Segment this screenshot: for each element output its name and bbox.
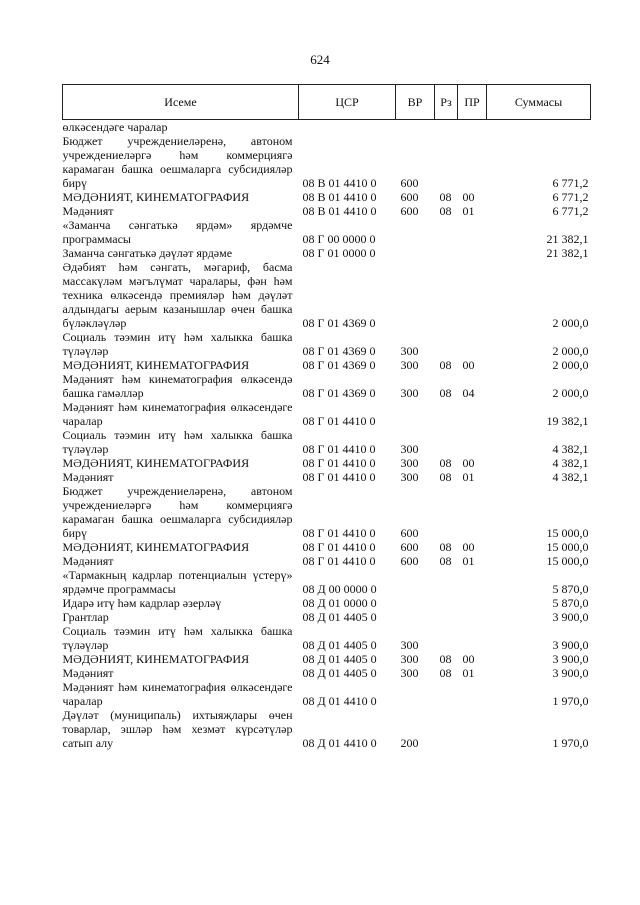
row-pr	[458, 330, 487, 358]
row-rz: 08	[439, 470, 452, 484]
table-row	[63, 428, 591, 456]
row-vr	[396, 246, 435, 260]
row-name: МӘДӘНИЯТ, КИНЕМАТОГРАФИЯ	[62, 652, 250, 666]
row-sum: 21 382,1	[546, 246, 589, 260]
row-csr: 08 Д 01 0000 0	[302, 596, 377, 610]
row-csr: 08 Д 01 4405 0	[302, 666, 377, 680]
row-pr	[458, 568, 487, 596]
table-row	[63, 330, 591, 358]
row-sum: 4 382,1	[552, 442, 589, 456]
row-csr: 08 Г 01 4369 0	[302, 386, 376, 400]
row-rz	[435, 708, 458, 750]
row-sum: 19 382,1	[546, 414, 589, 428]
header-csr: ЦСР	[299, 85, 396, 120]
table-row	[63, 372, 591, 400]
row-vr: 600	[400, 526, 419, 540]
row-csr: 08 Г 01 4410 0	[302, 540, 376, 554]
row-sum: 3 900,0	[552, 666, 589, 680]
row-pr: 00	[462, 540, 475, 554]
row-pr	[458, 246, 487, 260]
row-pr: 04	[462, 386, 475, 400]
row-sum: 3 900,0	[552, 638, 589, 652]
table-row	[63, 400, 591, 428]
row-rz	[435, 246, 458, 260]
row-pr	[458, 680, 487, 708]
row-rz: 08	[439, 456, 452, 470]
row-name: МӘДӘНИЯТ, КИНЕМАТОГРАФИЯ	[62, 456, 250, 470]
row-vr: 300	[400, 652, 419, 666]
row-vr	[396, 568, 435, 596]
row-name: Бюджет учреждениеләренә, автоном учреждениеләргә һәм коммерциягә карамаган башка оешмаларга субсидияләр бирү	[62, 484, 293, 540]
row-sum: 4 382,1	[552, 456, 589, 470]
row-sum: 21 382,1	[546, 232, 589, 246]
header-sum: Суммасы	[487, 85, 591, 120]
row-sum: 6 771,2	[552, 190, 589, 204]
row-name: Мәдәният һәм кинематография өлкәсендә башка гамәлләр	[62, 372, 293, 400]
row-vr: 300	[400, 442, 419, 456]
row-csr: 08 Д 01 4410 0	[302, 736, 377, 750]
row-vr: 600	[400, 554, 419, 568]
row-csr	[299, 120, 396, 135]
row-sum: 1 970,0	[552, 736, 589, 750]
table-row	[63, 708, 591, 750]
row-name: Мәдәният	[62, 666, 114, 680]
row-rz	[435, 596, 458, 610]
row-name: МӘДӘНИЯТ, КИНЕМАТОГРАФИЯ	[62, 540, 250, 554]
row-pr: 01	[462, 470, 475, 484]
row-csr: 08 Г 01 4369 0	[302, 344, 376, 358]
row-pr: 01	[462, 554, 475, 568]
row-vr: 300	[400, 344, 419, 358]
row-rz	[435, 568, 458, 596]
row-vr: 600	[400, 176, 419, 190]
row-rz	[435, 428, 458, 456]
row-vr: 300	[400, 386, 419, 400]
row-rz	[435, 680, 458, 708]
row-rz	[435, 400, 458, 428]
row-csr: 08 В 01 4410 0	[302, 204, 377, 218]
table-row	[63, 652, 591, 666]
table-row	[63, 554, 591, 568]
row-csr: 08 Г 01 4410 0	[302, 442, 376, 456]
row-name: Әдәбият һәм сәнгать, мәгариф, басма массакүләм мәгълүмат чаралары, фән һәм техника өлкәсендә премияләр һәм дәүләт алдындагы аерым казанышлар өчен башка бүләкләүләр	[62, 260, 293, 330]
row-sum	[487, 120, 591, 135]
table-row	[63, 456, 591, 470]
row-csr: 08 Г 01 4410 0	[302, 414, 376, 428]
row-pr: 00	[462, 652, 475, 666]
row-pr	[458, 428, 487, 456]
row-vr: 300	[400, 666, 419, 680]
row-vr: 300	[400, 358, 419, 372]
row-sum: 15 000,0	[546, 540, 589, 554]
row-vr	[396, 218, 435, 246]
row-csr: 08 Г 01 4410 0	[302, 470, 376, 484]
row-vr: 600	[400, 540, 419, 554]
row-name: «Заманча сәнгатькә ярдәм» ярдәмче программасы	[62, 218, 293, 246]
row-sum: 2 000,0	[552, 358, 589, 372]
row-rz: 08	[439, 204, 452, 218]
row-name: МӘДӘНИЯТ, КИНЕМАТОГРАФИЯ	[62, 190, 250, 204]
row-vr	[396, 260, 435, 330]
row-vr: 300	[400, 456, 419, 470]
row-rz	[435, 484, 458, 540]
page-number: 624	[310, 52, 330, 67]
table-row	[63, 358, 591, 372]
row-vr: 300	[400, 638, 419, 652]
row-csr: 08 В 01 4410 0	[302, 176, 377, 190]
row-sum: 2 000,0	[552, 386, 589, 400]
row-pr: 00	[462, 456, 475, 470]
row-vr	[396, 680, 435, 708]
table-header	[63, 85, 591, 120]
row-sum: 2 000,0	[552, 344, 589, 358]
row-name: өлкәсендәге чаралар	[62, 120, 168, 134]
row-csr: 08 Г 01 4369 0	[302, 316, 376, 330]
row-csr: 08 Г 01 0000 0	[302, 246, 376, 260]
row-name: Идарә итү һәм кадрлар әзерләү	[62, 596, 222, 610]
row-csr: 08 Д 00 0000 0	[302, 582, 377, 596]
row-name: Мәдәният	[62, 554, 114, 568]
row-rz	[435, 330, 458, 358]
header-rz: Рз	[435, 85, 458, 120]
row-sum: 5 870,0	[552, 596, 589, 610]
row-name: «Тармакның кадрлар потенциалын үстерү» ярдәмче программасы	[62, 568, 293, 596]
row-vr: 600	[400, 190, 419, 204]
header-vr: ВР	[396, 85, 435, 120]
row-name: Мәдәният һәм кинематография өлкәсендәге чаралар	[62, 680, 293, 708]
row-name: Мәдәният	[62, 204, 114, 218]
row-vr: 200	[400, 736, 419, 750]
row-csr: 08 Г 00 0000 0	[302, 232, 376, 246]
row-vr: 600	[400, 204, 419, 218]
row-rz: 08	[439, 652, 452, 666]
row-pr: 01	[462, 666, 475, 680]
header-pr: ПР	[458, 85, 487, 120]
table-row	[63, 540, 591, 554]
row-pr	[458, 624, 487, 652]
row-pr	[458, 484, 487, 540]
row-rz: 08	[439, 190, 452, 204]
row-csr: 08 Г 01 4369 0	[302, 358, 376, 372]
row-csr: 08 В 01 4410 0	[302, 190, 377, 204]
row-vr	[396, 400, 435, 428]
table-row	[63, 596, 591, 610]
row-pr: 00	[462, 190, 475, 204]
row-sum: 15 000,0	[546, 526, 589, 540]
row-sum: 15 000,0	[546, 554, 589, 568]
row-csr: 08 Д 01 4405 0	[302, 638, 377, 652]
row-vr	[396, 120, 435, 135]
row-name: Социаль тәэмин итү һәм халыкка башка түләүләр	[62, 428, 293, 456]
row-rz	[435, 260, 458, 330]
row-name: Бюджет учреждениеләренә, автоном учреждениеләргә һәм коммерциягә карамаган башка оешмаларга субсидияләр бирү	[62, 134, 293, 190]
row-rz	[435, 624, 458, 652]
row-rz	[435, 218, 458, 246]
row-csr: 08 Г 01 4410 0	[302, 456, 376, 470]
row-csr: 08 Г 01 4410 0	[302, 526, 376, 540]
row-rz	[435, 610, 458, 624]
row-name: Заманча сәнгатькә дәүләт ярдәме	[62, 246, 233, 260]
table-row	[63, 624, 591, 652]
row-pr	[458, 400, 487, 428]
row-csr: 08 Г 01 4410 0	[302, 554, 376, 568]
row-name: Социаль тәэмин итү һәм халыкка башка түләүләр	[62, 624, 293, 652]
row-rz	[435, 134, 458, 190]
table-row	[63, 470, 591, 484]
row-csr: 08 Д 01 4405 0	[302, 610, 377, 624]
table-row	[63, 204, 591, 218]
table-row	[63, 260, 591, 330]
row-name: Грантлар	[62, 610, 109, 624]
row-rz: 08	[439, 666, 452, 680]
row-sum: 6 771,2	[552, 204, 589, 218]
table-row	[63, 484, 591, 540]
row-pr	[458, 596, 487, 610]
row-csr: 08 Д 01 4405 0	[302, 652, 377, 666]
table-row	[63, 680, 591, 708]
header-name: Исеме	[63, 85, 299, 120]
row-rz: 08	[439, 386, 452, 400]
table-row	[63, 246, 591, 260]
row-rz: 08	[439, 540, 452, 554]
row-sum: 6 771,2	[552, 176, 589, 190]
row-pr	[458, 708, 487, 750]
table-row	[63, 610, 591, 624]
row-pr	[458, 218, 487, 246]
row-pr: 01	[462, 204, 475, 218]
row-sum: 1 970,0	[552, 694, 589, 708]
row-name: МӘДӘНИЯТ, КИНЕМАТОГРАФИЯ	[62, 358, 250, 372]
row-name: Дәүләт (муниципаль) ихтыяҗлары өчен товарлар, эшләр һәм хезмәт күрсәтүләр сатып алу	[62, 708, 293, 750]
row-sum: 3 900,0	[552, 610, 589, 624]
row-pr	[458, 120, 487, 135]
table-row	[63, 134, 591, 190]
row-sum: 3 900,0	[552, 652, 589, 666]
row-rz: 08	[439, 554, 452, 568]
row-vr	[396, 596, 435, 610]
row-pr	[458, 610, 487, 624]
row-sum: 4 382,1	[552, 470, 589, 484]
row-sum: 5 870,0	[552, 582, 589, 596]
row-name: Социаль тәэмин итү һәм халыкка башка түләүләр	[62, 330, 293, 358]
table-row	[63, 666, 591, 680]
row-rz: 08	[439, 358, 452, 372]
row-pr	[458, 134, 487, 190]
table-row	[63, 190, 591, 204]
row-vr	[396, 610, 435, 624]
table-row	[63, 568, 591, 596]
table-row	[63, 218, 591, 246]
row-pr	[458, 260, 487, 330]
row-rz	[435, 120, 458, 135]
row-pr: 00	[462, 358, 475, 372]
row-csr: 08 Д 01 4410 0	[302, 694, 377, 708]
table-row	[63, 120, 591, 135]
table-body	[63, 120, 591, 751]
row-name: Мәдәният һәм кинематография өлкәсендәге чаралар	[62, 400, 293, 428]
row-vr: 300	[400, 470, 419, 484]
budget-table	[62, 84, 591, 750]
row-sum: 2 000,0	[552, 316, 589, 330]
row-name: Мәдәният	[62, 470, 114, 484]
